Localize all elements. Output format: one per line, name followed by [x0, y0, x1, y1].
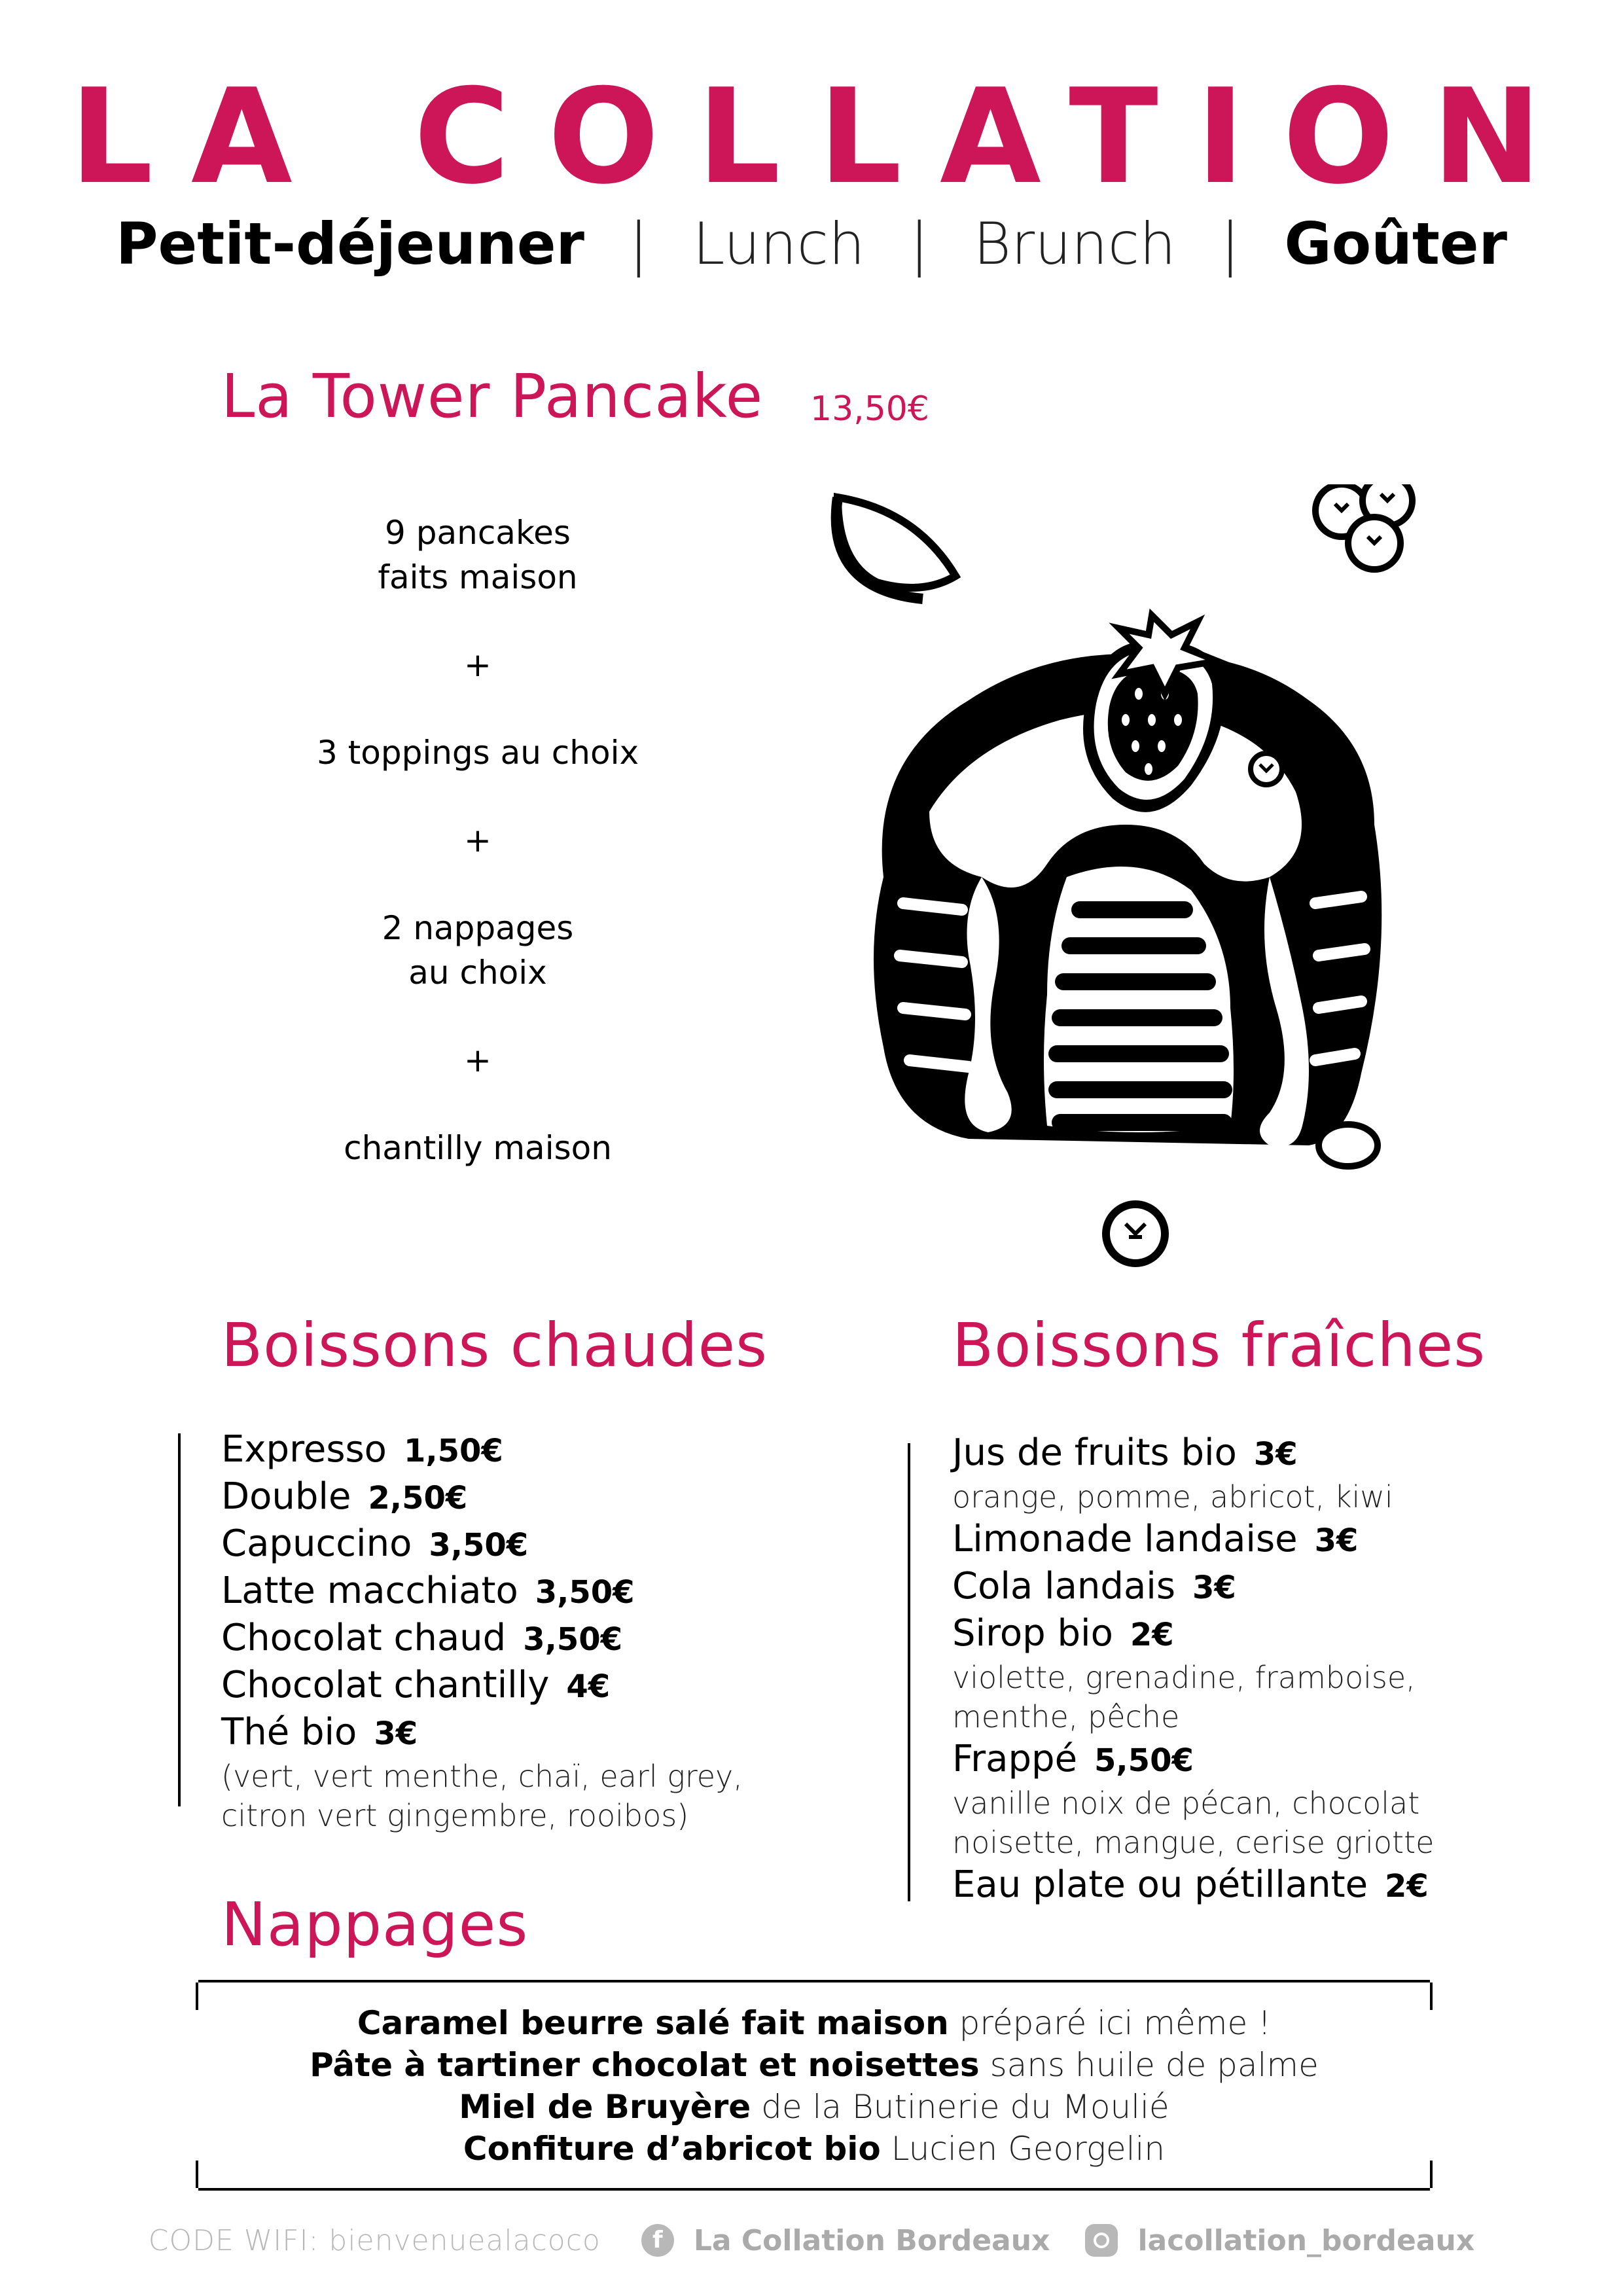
- list-item: [952, 1564, 1607, 1611]
- box-corner: [1430, 1982, 1433, 2010]
- cold-drinks-divider: [908, 1443, 910, 1901]
- box-corner: [1430, 2161, 1433, 2188]
- item-name: Capuccino: [221, 1522, 412, 1565]
- facebook-name[interactable]: La Collation Bordeaux: [693, 2223, 1050, 2257]
- nappage-desc: Lucien Georgelin: [891, 2130, 1166, 2168]
- item-name: Chocolat chantilly: [221, 1664, 550, 1706]
- item-name: Cola landais: [952, 1565, 1176, 1607]
- item-price: 3,50€: [429, 1527, 529, 1564]
- list-item: [221, 1710, 915, 1757]
- list-item: [952, 1862, 1607, 1909]
- item-price: 5,50€: [1094, 1742, 1194, 1779]
- tower-pancake-description: [249, 511, 707, 1170]
- hot-drinks-divider: [178, 1433, 181, 1806]
- service-lunch: Lunch: [692, 210, 865, 278]
- item-price: 3€: [1314, 1522, 1359, 1559]
- blueberries-icon: [1315, 484, 1412, 569]
- facebook-icon: f: [641, 2224, 674, 2257]
- tea-note: citron vert gingembre, rooibos): [221, 1798, 689, 1833]
- nappages-box: [198, 1980, 1430, 2191]
- item-name: Jus de fruits bio: [952, 1431, 1237, 1474]
- item-name: Limonade landaise: [952, 1518, 1298, 1560]
- item-price: 3,50€: [535, 1574, 635, 1611]
- nappages-list: [198, 2002, 1430, 2170]
- nappages-title: Nappages: [221, 1890, 529, 1960]
- blueberry-icon: [1251, 753, 1282, 785]
- nappage-name: Caramel beurre salé fait maison: [357, 2004, 949, 2042]
- item-note: noisette, mangue, cerise griotte: [952, 1825, 1435, 1860]
- tower-pancake-title: La Tower Pancake: [221, 361, 764, 431]
- list-item: [952, 1736, 1607, 1784]
- item-name: Sirop bio: [952, 1612, 1113, 1655]
- item-price: 2€: [1130, 1617, 1174, 1653]
- item-price: 3€: [374, 1715, 418, 1752]
- item-price: 2,50€: [368, 1480, 468, 1516]
- tower-line: au choix: [408, 954, 547, 992]
- hot-drinks-title: Boissons chaudes: [221, 1310, 768, 1380]
- service-gouter: Goûter: [1284, 210, 1507, 278]
- list-item: [952, 1611, 1607, 1658]
- nappage-name: Pâte à tartiner chocolat et noisettes: [310, 2046, 980, 2084]
- tower-line: chantilly maison: [344, 1129, 612, 1167]
- instagram-handle[interactable]: lacollation_bordeaux: [1137, 2223, 1475, 2257]
- nappage-desc: préparé ici même !: [959, 2004, 1272, 2042]
- item-price: 3€: [1253, 1436, 1298, 1473]
- cold-drinks-title: Boissons fraîches: [952, 1310, 1486, 1380]
- footer: [0, 2222, 1623, 2257]
- wifi-code: CODE WIFI: bienvenuealacoco: [148, 2223, 601, 2257]
- item-note: orange, pomme, abricot, kiwi: [952, 1479, 1393, 1515]
- tower-line: 9 pancakes: [385, 514, 571, 552]
- tea-note: (vert, vert menthe, chaï, earl grey,: [221, 1759, 743, 1794]
- list-item: [221, 1474, 915, 1521]
- item-name: Latte macchiato: [221, 1570, 518, 1612]
- item-name: Double: [221, 1475, 351, 1518]
- tower-line: 3 toppings au choix: [316, 734, 639, 772]
- item-price: 1,50€: [403, 1433, 503, 1469]
- service-breakfast: Petit-déjeuner: [116, 210, 584, 278]
- item-name: Thé bio: [221, 1711, 357, 1753]
- item-name: Eau plate ou pétillante: [952, 1863, 1368, 1906]
- instagram-icon: [1085, 2224, 1118, 2257]
- blueberry-icon: [1106, 1204, 1165, 1263]
- plus-sign: +: [464, 821, 491, 859]
- page-title: LA COLLATION: [69, 61, 1580, 213]
- list-item: [221, 1427, 915, 1474]
- service-brunch: Brunch: [973, 210, 1176, 278]
- item-name: Chocolat chaud: [221, 1617, 507, 1659]
- nappage-name: Confiture d’abricot bio: [463, 2130, 881, 2168]
- services-line: [0, 209, 1623, 279]
- item-price: 4€: [566, 1668, 611, 1705]
- list-item: [198, 2002, 1430, 2044]
- separator: |: [909, 210, 929, 278]
- item-price: 3,50€: [523, 1621, 623, 1658]
- pancake-tower-illustration: [772, 484, 1505, 1296]
- list-item: [952, 1516, 1607, 1564]
- apple-slice-icon: [836, 497, 955, 599]
- item-note: violette, grenadine, framboise,: [952, 1660, 1416, 1695]
- cold-drinks-list: [952, 1430, 1607, 1909]
- list-item: [221, 1521, 915, 1568]
- item-note: vanille noix de pécan, chocolat: [952, 1785, 1420, 1821]
- item-price: 3€: [1192, 1570, 1236, 1606]
- separator: |: [628, 210, 649, 278]
- item-name: Frappé: [952, 1738, 1078, 1780]
- separator: |: [1220, 210, 1240, 278]
- nappage-desc: de la Butinerie du Moulié: [761, 2088, 1169, 2126]
- list-item: [952, 1430, 1607, 1477]
- nappage-name: Miel de Bruyère: [459, 2088, 751, 2126]
- tower-line: 2 nappages: [382, 909, 574, 947]
- tower-pancake-price: 13,50€: [810, 389, 929, 429]
- item-note: menthe, pêche: [952, 1699, 1180, 1734]
- list-item: [198, 2128, 1430, 2170]
- list-item: [221, 1615, 915, 1662]
- list-item: [198, 2086, 1430, 2128]
- item-price: 2€: [1385, 1868, 1429, 1905]
- list-item: [221, 1662, 915, 1710]
- tower-line: faits maison: [378, 558, 578, 596]
- nappage-desc: sans huile de palme: [990, 2046, 1319, 2084]
- plus-sign: +: [464, 1041, 491, 1079]
- plus-sign: +: [464, 646, 491, 684]
- item-name: Expresso: [221, 1428, 387, 1471]
- list-item: [198, 2044, 1430, 2086]
- list-item: [221, 1568, 915, 1615]
- hot-drinks-list: [221, 1427, 915, 1835]
